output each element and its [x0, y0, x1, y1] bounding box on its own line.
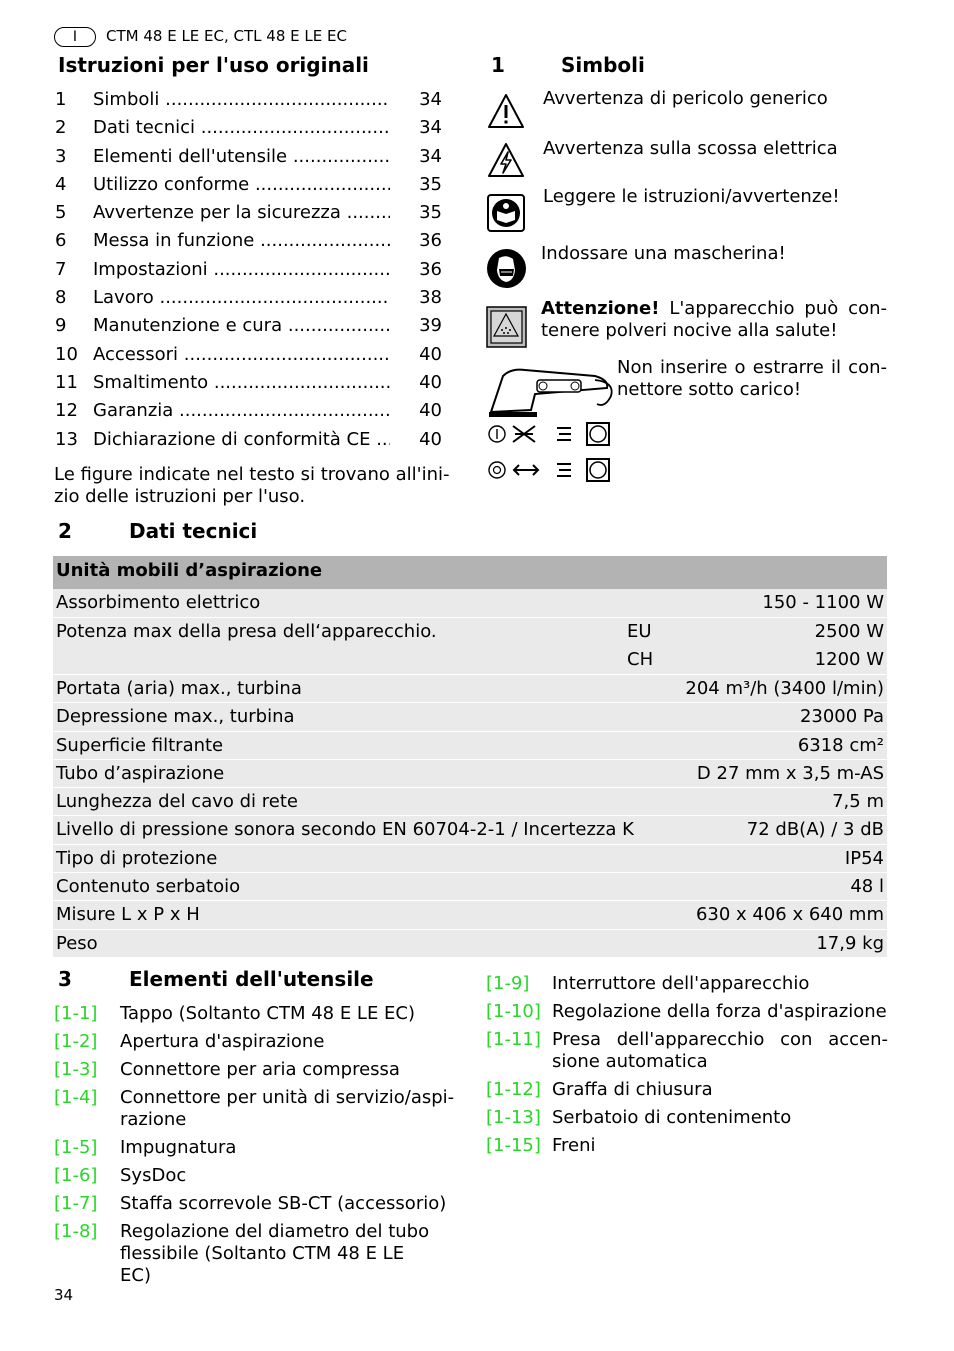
- row-value: 72 dB(A) / 3 dB: [746, 819, 884, 841]
- toc-item-title: Avvertenze per la sicurezza .....: [93, 201, 390, 225]
- toc-item-title: Dati tecnici .....: [93, 116, 390, 140]
- toc-item-title: Lavoro .....: [93, 286, 390, 310]
- item-text: SysDoc: [120, 1165, 187, 1186]
- toc-page: 35: [419, 202, 442, 224]
- row-value: IP54: [844, 847, 884, 869]
- section-number: 1: [491, 53, 505, 77]
- toc-num: 11: [55, 371, 78, 393]
- figure-ref[interactable]: [1-10]: [486, 1001, 541, 1022]
- table-row: [53, 732, 887, 760]
- figure-ref[interactable]: [1-1]: [54, 1003, 98, 1024]
- toc-item-title: Utilizzo conforme .....: [93, 173, 390, 197]
- toc-item[interactable]: [55, 286, 442, 314]
- table-row: [53, 703, 887, 731]
- attention-text: L'apparecchio può con-: [659, 298, 887, 319]
- toc-num: 7: [55, 258, 67, 280]
- toc-item-title: Accessori .....: [93, 343, 390, 367]
- toc-item[interactable]: [55, 343, 442, 371]
- attention-label: Attenzione!: [541, 298, 660, 319]
- row-label: Tubo d’aspirazione: [56, 762, 225, 784]
- toc-item[interactable]: [55, 314, 442, 342]
- toc-page: 38: [419, 287, 442, 309]
- row-label: Superficie filtrante: [56, 734, 224, 756]
- toc-page: 34: [419, 117, 442, 139]
- table-row: [53, 788, 887, 816]
- tech-data-table: [53, 556, 887, 958]
- table-row: [53, 816, 887, 844]
- row-value: 48 l: [850, 876, 884, 898]
- table-row: [53, 589, 887, 618]
- figure-ref[interactable]: [1-3]: [54, 1059, 98, 1080]
- table-row: [53, 901, 887, 929]
- toc-item[interactable]: [55, 229, 442, 257]
- figure-ref[interactable]: [1-9]: [486, 973, 530, 994]
- row-label: Misure L x P x H: [56, 904, 200, 926]
- list-item: [54, 1059, 456, 1081]
- item-text: Impugnatura: [120, 1137, 237, 1158]
- toc-item-title: Manutenzione e cura .....: [93, 314, 390, 338]
- toc-title: Istruzioni per l'uso originali: [58, 53, 369, 77]
- toc-num: 8: [55, 287, 67, 309]
- toc-page: 34: [419, 145, 442, 167]
- symbol-plug-warning: [617, 357, 887, 401]
- toc-item[interactable]: [55, 428, 442, 456]
- section-heading-symbols: [491, 52, 645, 78]
- model-header: CTM 48 E LE EC, CTL 48 E LE EC: [106, 27, 347, 45]
- list-item: [486, 1001, 888, 1023]
- list-item: [486, 973, 888, 995]
- section-title: Dati tecnici: [129, 519, 258, 543]
- row-region: EU: [627, 621, 652, 642]
- row-label: Peso: [56, 932, 98, 954]
- list-item: [54, 1137, 456, 1159]
- item-text: Regolazione della forza d'aspirazione: [552, 1001, 887, 1022]
- symbol-attention: [541, 298, 887, 342]
- list-item: [486, 1029, 888, 1073]
- toc-page: 40: [419, 343, 442, 365]
- toc-page: 40: [419, 371, 442, 393]
- toc-item-title: Messa in funzione .....: [93, 229, 390, 253]
- row-value: 150 - 1100 W: [762, 592, 884, 613]
- section-heading-tech: [58, 518, 258, 544]
- item-text: Connettore per unità di servizio/aspi-razione: [120, 1087, 455, 1130]
- row-label: Portata (aria) max., turbina: [56, 678, 302, 699]
- toc-item[interactable]: [55, 258, 442, 286]
- figure-ref[interactable]: [1-15]: [486, 1135, 541, 1156]
- list-item: [486, 1135, 888, 1157]
- list-item: [54, 1003, 456, 1025]
- elements-list-left: [54, 1003, 456, 1293]
- toc-item[interactable]: [55, 145, 442, 173]
- row-value: 204 m³/h (3400 l/min): [685, 678, 884, 699]
- harmful-dust-icon: [486, 306, 527, 348]
- section-heading-elements: [58, 966, 374, 992]
- symbol-read-instructions: Leggere le istruzioni/avvertenze!: [543, 186, 840, 207]
- toc-item[interactable]: [55, 116, 442, 144]
- toc-num: 13: [55, 428, 78, 450]
- row-label: Lunghezza del cavo di rete: [56, 791, 298, 813]
- figure-ref[interactable]: [1-6]: [54, 1165, 98, 1186]
- table-header: Unità mobili d’aspirazione: [53, 556, 887, 589]
- toc-item[interactable]: [55, 88, 442, 116]
- row-value: 6318 cm²: [797, 734, 884, 756]
- toc-num: 3: [55, 145, 67, 167]
- figure-ref[interactable]: [1-8]: [54, 1221, 98, 1242]
- list-item: [54, 1165, 456, 1187]
- figure-ref[interactable]: [1-4]: [54, 1087, 98, 1108]
- figure-ref[interactable]: [1-5]: [54, 1137, 98, 1158]
- list-item: [54, 1031, 456, 1053]
- row-label: Livello di pressione sonora secondo EN 60704-2-1 / Incertezza K: [56, 819, 634, 841]
- toc-page: 40: [419, 428, 442, 450]
- toc-item-title: Impostazioni .....: [93, 258, 390, 282]
- item-text: Interruttore dell'apparecchio: [552, 973, 810, 994]
- elements-list-right: [486, 973, 888, 1163]
- toc-num: 5: [55, 202, 67, 224]
- item-text: Staffa scorrevole SB-CT (accessorio): [120, 1193, 447, 1214]
- section-title: Elementi dell'utensile: [129, 967, 374, 991]
- toc-item-title: Dichiarazione di conformità CE .....: [93, 428, 390, 452]
- figure-ref[interactable]: [1-11]: [486, 1029, 541, 1050]
- table-row: [53, 845, 887, 873]
- row-label: Tipo di protezione: [56, 847, 218, 869]
- toc-num: 4: [55, 173, 67, 195]
- item-text: Connettore per aria compressa: [120, 1059, 400, 1080]
- toc-num: 12: [55, 400, 78, 422]
- plug-under-load-icon: [485, 362, 615, 486]
- symbol-wear-mask: Indossare una mascherina!: [541, 243, 786, 264]
- toc-num: 2: [55, 117, 67, 139]
- figure-ref[interactable]: [1-12]: [486, 1079, 541, 1100]
- item-text: Serbatoio di contenimento: [552, 1107, 792, 1128]
- symbol-general-warning: Avvertenza di pericolo generico: [543, 88, 828, 109]
- toc-item-title: Smaltimento .....: [93, 371, 390, 395]
- toc-item[interactable]: [55, 399, 442, 427]
- item-text: Presa dell'apparecchio con accen-sione automatica: [552, 1029, 888, 1072]
- plug-warning-line: nettore sotto carico!: [617, 379, 802, 400]
- row-label: Depressione max., turbina: [56, 706, 295, 728]
- section-number: 2: [58, 519, 72, 543]
- row-value: 7,5 m: [832, 791, 884, 813]
- list-item: [54, 1221, 456, 1287]
- list-item: [486, 1079, 888, 1101]
- list-item: [54, 1087, 456, 1131]
- row-label: Potenza max della presa dell‘apparecchio.: [56, 621, 437, 642]
- toc-item[interactable]: [55, 371, 442, 399]
- item-text: Regolazione del diametro del tubo flessibile (Soltanto CTM 48 E LE EC): [120, 1221, 430, 1286]
- row-value: 630 x 406 x 640 mm: [695, 904, 884, 926]
- figure-ref[interactable]: [1-2]: [54, 1031, 98, 1052]
- toc-num: 1: [55, 89, 67, 110]
- item-text: Freni: [552, 1135, 596, 1156]
- toc-item[interactable]: [55, 173, 442, 201]
- list-item: [486, 1107, 888, 1129]
- row-label: Assorbimento elettrico: [56, 592, 261, 613]
- plug-warning-line: Non inserire o estrarre il con-: [617, 357, 887, 378]
- toc-page: 36: [419, 230, 442, 252]
- table-row: [53, 873, 887, 901]
- row-value: 23000 Pa: [799, 706, 884, 728]
- list-item: [54, 1193, 456, 1215]
- electric-shock-icon: [486, 141, 526, 179]
- attention-line: tenere polveri nocive alla salute!: [541, 320, 838, 341]
- toc-item[interactable]: [55, 201, 442, 229]
- toc-item-title: Garanzia .....: [93, 399, 390, 423]
- page-number: 34: [54, 1286, 74, 1304]
- face-mask-icon: [486, 248, 527, 289]
- item-text: Graffa di chiusura: [552, 1079, 713, 1100]
- toc-num: 10: [55, 343, 78, 365]
- section-number: 3: [58, 967, 72, 991]
- table-of-contents: [55, 88, 442, 456]
- toc-page: 34: [419, 89, 442, 110]
- figures-note-line: Le figure indicate nel testo si trovano all'ini-: [54, 464, 450, 485]
- figure-ref[interactable]: [1-13]: [486, 1107, 541, 1128]
- row-value: 2500 W: [814, 621, 884, 642]
- figures-note: [54, 464, 450, 508]
- table-row: [53, 930, 887, 958]
- language-badge: I: [54, 27, 96, 47]
- row-value: D 27 mm x 3,5 m-AS: [696, 762, 884, 784]
- toc-item-title: Simboli .....: [93, 88, 390, 112]
- toc-page: 35: [419, 173, 442, 195]
- item-text: Tappo (Soltanto CTM 48 E LE EC): [120, 1003, 416, 1024]
- row-value: 1200 W: [814, 649, 884, 670]
- table-row: [53, 675, 887, 703]
- row-value: 17,9 kg: [816, 932, 884, 954]
- figure-ref[interactable]: [1-7]: [54, 1193, 98, 1214]
- table-row: [53, 760, 887, 788]
- read-manual-icon: [487, 194, 525, 232]
- row-region: CH: [627, 649, 654, 670]
- item-text: Apertura d'aspirazione: [120, 1031, 325, 1052]
- row-label: Contenuto serbatoio: [56, 876, 241, 898]
- section-title: Simboli: [561, 53, 645, 77]
- toc-page: 40: [419, 400, 442, 422]
- attention-line: [541, 298, 887, 320]
- symbol-electric-warning: Avvertenza sulla scossa elettrica: [543, 138, 838, 159]
- figures-note-line: zio delle istruzioni per l'uso.: [54, 486, 306, 507]
- table-row: [53, 618, 887, 675]
- toc-item-title: Elementi dell'utensile .....: [93, 145, 390, 169]
- toc-num: 9: [55, 315, 67, 337]
- toc-num: 6: [55, 230, 67, 252]
- toc-page: 36: [419, 258, 442, 280]
- toc-page: 39: [419, 315, 442, 337]
- warning-triangle-icon: [486, 92, 526, 130]
